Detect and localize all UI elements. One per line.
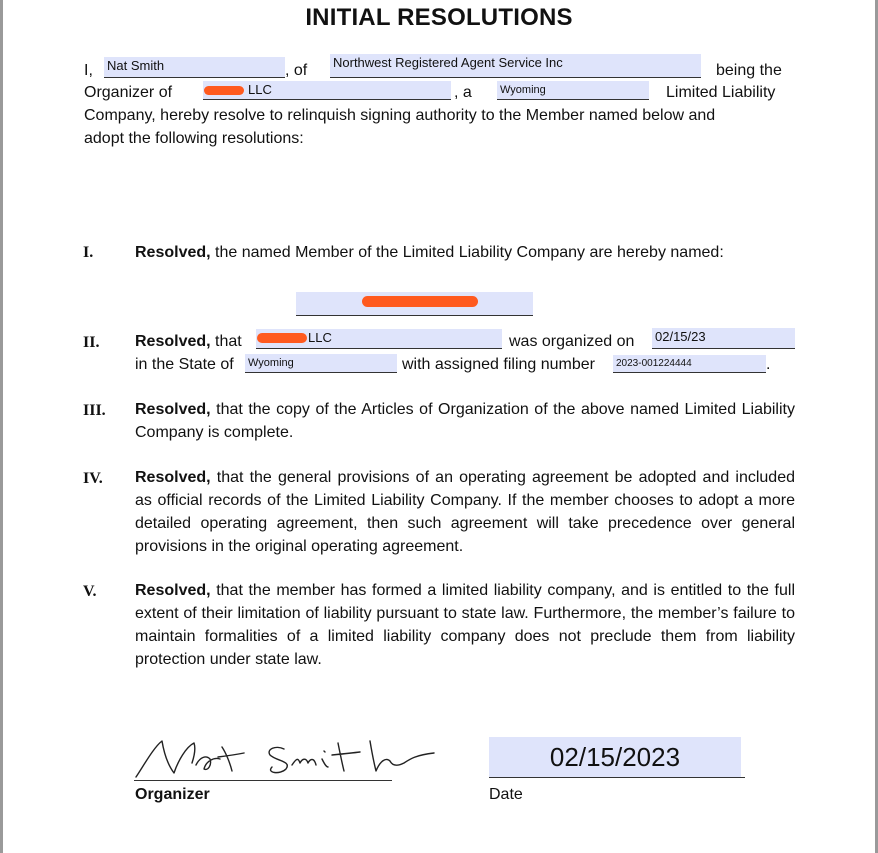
- resolution-3-text: Resolved, that the copy of the Articles of Organization of the above named Limited Liability Company is complete.: [135, 401, 795, 441]
- resolution-2-organized-on: was organized on: [509, 333, 635, 350]
- intro-line-4: adopt the following resolutions:: [84, 130, 304, 147]
- agent-company-field[interactable]: Northwest Registered Agent Service Inc: [330, 54, 701, 78]
- intro-line-3: Company, hereby resolve to relinquish signing authority to the Member named below and: [84, 107, 716, 124]
- redaction-mark: [362, 296, 478, 307]
- intro-organizer-of: Organizer of: [84, 84, 173, 101]
- resolution-numeral: IV.: [83, 470, 103, 487]
- date-line: [489, 777, 745, 778]
- resolution-4-text: Resolved, that the general provisions of an operating agreement be adopted and included as official records of the Limited Liability Company. If the member chooses to adopt a more detailed operating agreement, then such agreement will take precedence over general provisions in the original operating agreement.: [135, 469, 795, 555]
- organization-date-field[interactable]: 02/15/23: [652, 328, 795, 349]
- organizer-name-field[interactable]: Nat Smith: [104, 57, 285, 78]
- resolution-2-filing-text: with assigned filing number: [402, 356, 595, 373]
- llc-suffix: LLC: [248, 82, 272, 97]
- state-field[interactable]: Wyoming: [497, 81, 649, 100]
- resolution-2-period: .: [766, 356, 771, 373]
- date-field[interactable]: 02/15/2023: [489, 737, 741, 777]
- resolution-2-in-state: in the State of: [135, 356, 234, 373]
- resolution-5-text: Resolved, that the member has formed a limited liability company, and is entitled to the full extent of their limitation of liability pursuant to state law. Furthermore, the member’s failure to maintain formalities of a limited liability company does not preclude them from liability protection under state law.: [135, 582, 795, 668]
- page-title: INITIAL RESOLUTIONS: [305, 4, 573, 31]
- resolution-2-lead: Resolved, that: [135, 333, 242, 350]
- resolution-numeral: III.: [83, 402, 106, 419]
- date-label: Date: [489, 786, 523, 803]
- resolution-numeral: V.: [83, 583, 97, 600]
- redaction-mark: [204, 86, 244, 95]
- filing-number-field[interactable]: 2023-001224444: [613, 355, 766, 373]
- signature-line: [134, 780, 392, 781]
- signature-field[interactable]: [134, 735, 464, 781]
- intro-comma-a: , a: [454, 84, 472, 101]
- resolution-numeral: I.: [83, 244, 94, 261]
- signature-image: [134, 735, 464, 781]
- intro-comma-of: , of: [285, 62, 308, 79]
- organizer-label: Organizer: [135, 786, 210, 803]
- resolution-1-text: Resolved, the named Member of the Limited Liability Company are hereby named:: [135, 244, 724, 261]
- filing-state-field[interactable]: Wyoming: [245, 354, 397, 373]
- llc-suffix: LLC: [308, 330, 332, 345]
- resolution-numeral: II.: [83, 334, 100, 351]
- intro-limited-liability: Limited Liability: [666, 84, 776, 101]
- intro-being-the: being the: [716, 62, 782, 79]
- intro-word-i: I,: [84, 62, 93, 79]
- redaction-mark: [257, 333, 307, 343]
